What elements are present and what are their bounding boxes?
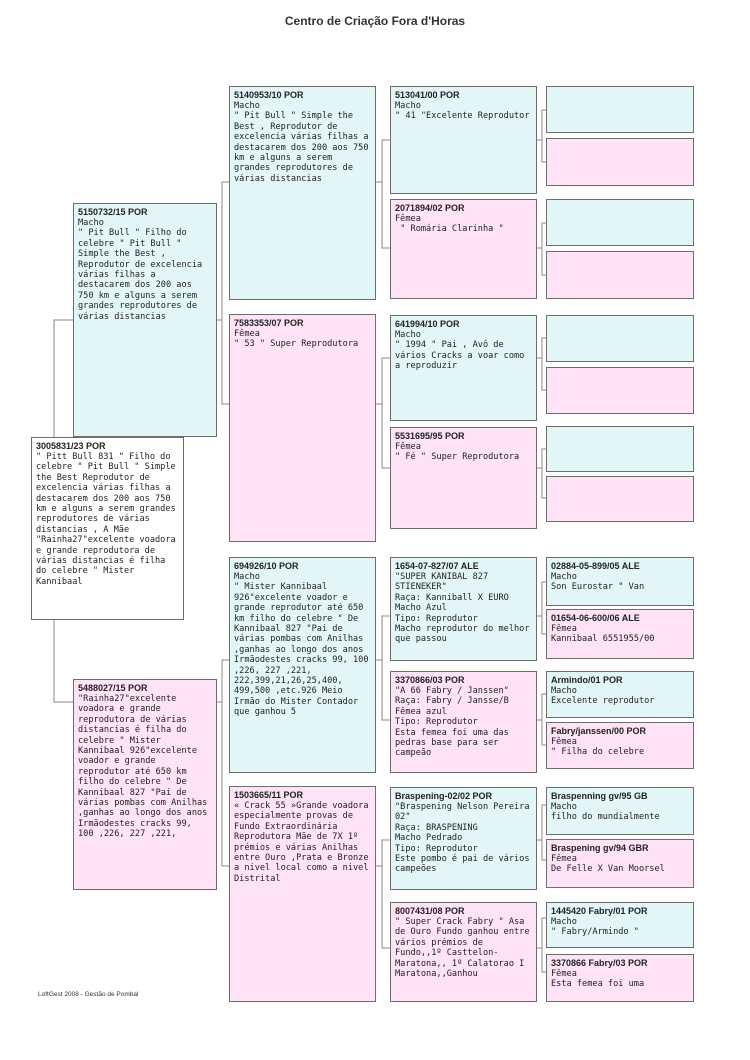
gen4-description: Macho Son Eurostar " Van: [551, 572, 645, 593]
pedigree-card-gen4[interactable]: [546, 839, 694, 888]
pedigree-card-gen4[interactable]: [546, 251, 694, 299]
gen3-description: Macho " 1994 " Pai , Avô de vários Cracks a voar como a reproduzir: [395, 330, 525, 372]
gen3-ring-number: 8007431/08 POR: [395, 906, 465, 916]
pedigree-card-gen3[interactable]: [390, 671, 537, 773]
gen4-ring-number: 1445420 Fabry/01 POR: [551, 906, 648, 916]
pedigree-card-gen4[interactable]: [546, 199, 694, 246]
sire-sire-ring-number: 5140953/10 POR: [234, 90, 304, 100]
gen3-description: "SUPER KANIBAL 827 STIENEKER" Raça: Kanniball X EURO Macho Azul Tipo: Reprodutor Macho reprodutor do melhor que passou: [395, 572, 530, 645]
dam-dam-description: « Crack 55 »Grande voadora especialmente provas de Fundo Extraordinária Reprodutora Mãe de 7X 1º prémios e várias Anilhas entre Ouro ,Prata e Bronze a nivel local como a nivel Distrital: [234, 801, 374, 884]
pedigree-card-gen3[interactable]: [390, 86, 537, 194]
gen4-ring-number: Braspenning gv/95 GB: [551, 791, 648, 801]
sire-ring-number: 5150732/15 POR: [78, 207, 148, 217]
dam-dam-ring-number: 1503665/11 POR: [234, 790, 304, 800]
gen3-description: " Super Crack Fabry " Asa de Ouro Fundo ganhou entre vários prémios de Fundo,,1º Casttelon-Maratona,, 1º Calatorao I Maratona,,Ganhou: [395, 917, 535, 980]
gen4-description: Fêmea De Felle X Van Moorsel: [551, 854, 665, 875]
gen4-ring-number: Armindo/01 POR: [551, 675, 623, 685]
gen3-description: Fêmea " Fé " Super Reprodutora: [395, 442, 520, 463]
pedigree-card-gen3[interactable]: [390, 557, 537, 661]
pedigree-card-sire-dam[interactable]: [229, 314, 376, 542]
gen3-ring-number: 3370866/03 POR: [395, 675, 465, 685]
dam-ring-number: 5488027/15 POR: [78, 683, 148, 693]
gen4-description: Fêmea Kannibaal 6551955/00: [551, 624, 655, 645]
sire-sire-description: Macho " Pit Bull " Simple the Best , Reprodutor de excelencia várias filhas a destacarem dos 200 aos 750 km e alguns a serem grandes reprodutores de várias distancias: [234, 101, 369, 184]
gen4-description: Macho filho do mundialmente: [551, 802, 660, 823]
pedigree-card-gen4[interactable]: [546, 787, 694, 835]
gen3-description: Macho " 41 "Excelente Reprodutor: [395, 101, 530, 122]
pedigree-card-gen4[interactable]: [546, 671, 694, 718]
gen4-ring-number: 3370866 Fabry/03 POR: [551, 958, 648, 968]
gen4-ring-number: Fabry/janssen/00 POR: [551, 726, 647, 736]
gen3-ring-number: 641994/10 POR: [395, 319, 460, 329]
pedigree-card-gen3[interactable]: [390, 315, 537, 421]
gen3-description: Fêmea " Romária Clarinha ": [395, 214, 504, 235]
pedigree-card-gen4[interactable]: [546, 954, 694, 1002]
dam-sire-ring-number: 694926/10 POR: [234, 561, 299, 571]
gen4-description: Macho " Fabry/Armindo ": [551, 917, 639, 938]
gen3-description: "A 66 Fabry / Janssen" Raça: Fabry / Jansse/B Fêmea azul Tipo: Reprodutor Esta femea foi uma das pedras base para ser campeão: [395, 686, 509, 759]
pedigree-card-gen4[interactable]: [546, 315, 694, 362]
pedigree-card-dam-sire[interactable]: [229, 557, 376, 773]
gen4-description: Fêmea " Filha do celebre: [551, 737, 645, 758]
gen3-ring-number: 1654-07-827/07 ALE: [395, 561, 479, 571]
dam-sire-description: Macho " Mister Kannibaal 926"excelente voador e grande reprodutor até 650 km filho do celebre " De Kannibaal 827 "Pai de várias pombas com Anilhas ,ganhas ao longo dos anos Irmãodestes cracks 99, 100 ,226, 227 ,221, 222,399,21,26,25,400, 499,500 ,etc.926 Meio Irmão do Mister Contador que ganhou 5: [234, 572, 369, 718]
subject-ring-number: 3005831/23 POR: [36, 441, 106, 451]
sire-dam-ring-number: 7583353/07 POR: [234, 318, 304, 328]
gen3-ring-number: 513041/00 POR: [395, 90, 460, 100]
pedigree-card-gen3[interactable]: [390, 902, 537, 1002]
pedigree-card-dam[interactable]: [73, 679, 217, 890]
pedigree-card-gen4[interactable]: [546, 557, 694, 606]
pedigree-card-gen4[interactable]: [546, 138, 694, 186]
gen4-description: Macho Excelente reprodutor: [551, 686, 655, 707]
pedigree-card-gen3[interactable]: [390, 787, 537, 890]
pedigree-card-gen4[interactable]: [546, 609, 694, 659]
page-title: Centro de Criação Fora d'Horas: [284, 14, 466, 28]
pedigree-card-gen4[interactable]: [546, 86, 694, 133]
gen3-ring-number: Braspening-02/02 POR: [395, 791, 493, 801]
gen3-description: "Braspening Nelson Pereira 02" Raça: BRASPENING Macho Pedrado Tipo: Reprodutor Este pombo é pai de vários campeões: [395, 802, 530, 875]
pedigree-card-gen4[interactable]: [546, 722, 694, 769]
pedigree-card-gen4[interactable]: [546, 426, 694, 472]
gen4-ring-number: Braspening gv/94 GBR: [551, 843, 649, 853]
pedigree-card-gen4[interactable]: [546, 902, 694, 948]
gen3-ring-number: 2071894/02 POR: [395, 203, 465, 213]
pedigree-card-gen3[interactable]: [390, 199, 537, 299]
pedigree-card-gen3[interactable]: [390, 427, 537, 529]
gen4-ring-number: 01654-06-600/06 ALE: [551, 613, 640, 623]
pedigree-card-sire[interactable]: [73, 203, 217, 437]
pedigree-card-dam-dam[interactable]: [229, 786, 376, 1002]
pedigree-card-subject[interactable]: [31, 437, 184, 620]
pedigree-card-gen4[interactable]: [546, 367, 694, 414]
footer-credit: LoftGest 2008 - Gestão de Pombal: [38, 991, 139, 998]
gen4-ring-number: 02884-05-899/05 ALE: [551, 561, 640, 571]
gen3-ring-number: 5531695/95 POR: [395, 431, 465, 441]
pedigree-card-gen4[interactable]: [546, 476, 694, 522]
subject-description: " Pitt Bull 831 " Filho do celebre " Pit Bull " Simple the Best Reprodutor de excelencia várias filhas a destacarem dos 200 aos 750 km e alguns a serem grandes reprodutores de várias distancias , A Mãe "Rainha27"excelente voadora e grande reprodutora de várias distancias é filha do celebre " Mister Kannibaal: [36, 452, 181, 587]
dam-description: "Rainha27"excelente voadora e grande reprodutora de várias distancias é filha do celebre " Mister Kannibaal 926"excelente voador e grande reprodutor até 650 km filho do celebre " De Kannibaal 827 "Pai de várias pombas com Anilhas ,ganhas ao longo dos anos Irmãodestes cracks 99, 100 ,226, 227 ,221,: [78, 694, 213, 840]
gen4-description: Fêmea Esta femea foi uma: [551, 969, 645, 990]
pedigree-card-sire-sire[interactable]: [229, 86, 376, 300]
sire-description: Macho " Pit Bull " Filho do celebre " Pit Bull " Simple the Best , Reprodutor de excelencia várias filhas a destacarem dos 200 aos 750 km e alguns a serem grandes reprodutores de várias distancias: [78, 218, 203, 322]
sire-dam-description: Fêmea " 53 " Super Reprodutora: [234, 329, 359, 350]
